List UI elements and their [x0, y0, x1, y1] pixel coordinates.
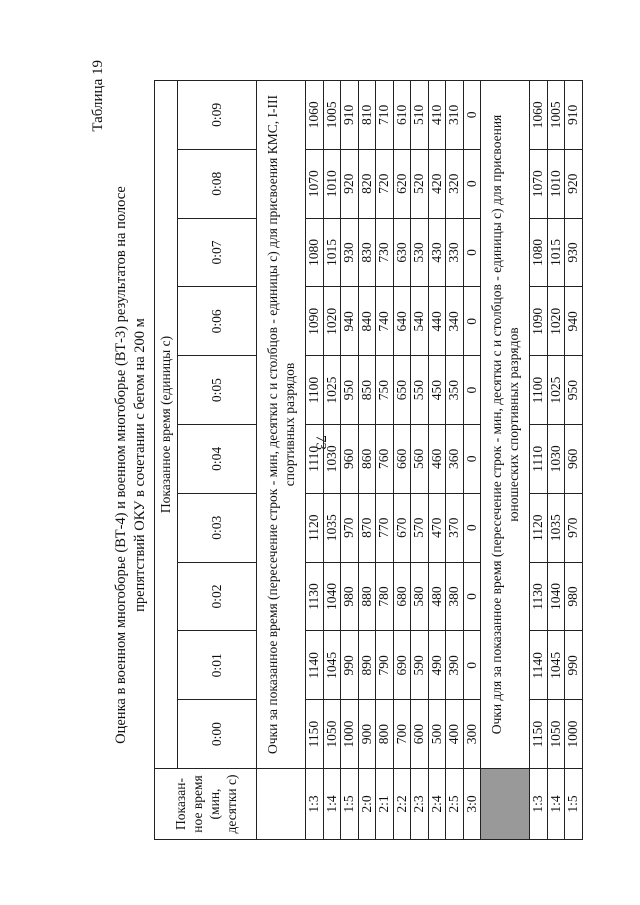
units-header: Показанное время (единицы с) [155, 81, 178, 769]
table-cell: 540 [411, 287, 429, 356]
row-label: 3:0 [463, 769, 481, 840]
table-cell: 620 [393, 149, 411, 218]
table-cell: 480 [428, 562, 446, 631]
table-cell: 910 [341, 81, 359, 150]
row-label: 2:5 [446, 769, 464, 840]
table-cell: 1025 [323, 356, 341, 425]
column-header: 0:07 [178, 218, 257, 287]
caption-line-2: препятствий ОКУ в сочетании с бегом на 200 м [132, 318, 148, 612]
table-cell: 510 [411, 81, 429, 150]
table-cell: 0 [463, 81, 481, 150]
table-cell: 390 [446, 631, 464, 700]
table-cell: 1140 [306, 631, 324, 700]
table-cell: 300 [463, 700, 481, 769]
table-cell: 830 [358, 218, 376, 287]
table-cell: 1050 [547, 700, 565, 769]
table-cell: 1010 [547, 149, 565, 218]
table-row [306, 81, 324, 840]
table-cell: 940 [565, 287, 583, 356]
table-cell: 370 [446, 493, 464, 562]
table-cell: 870 [358, 493, 376, 562]
table-cell: 1020 [323, 287, 341, 356]
table-cell: 800 [376, 700, 394, 769]
column-header: 0:03 [178, 493, 257, 562]
caption-line-1: Оценка в военном многоборье (ВТ-4) и военном многоборье (ВТ-3) результатов на полосе [113, 186, 129, 744]
table-cell: 630 [393, 218, 411, 287]
table-cell: 420 [428, 149, 446, 218]
table-cell: 720 [376, 149, 394, 218]
table-cell: 1005 [323, 81, 341, 150]
table-cell: 640 [393, 287, 411, 356]
table-cell: 840 [358, 287, 376, 356]
column-header: 0:08 [178, 149, 257, 218]
table-row [376, 81, 394, 840]
table-row [446, 81, 464, 840]
table-cell: 950 [565, 356, 583, 425]
row-label: 1:4 [547, 769, 565, 840]
table-cell: 710 [376, 81, 394, 150]
table-row [463, 81, 481, 840]
table-cell: 1100 [530, 356, 548, 425]
table-cell: 500 [428, 700, 446, 769]
table-cell: 930 [341, 218, 359, 287]
row-label: 2:2 [393, 769, 411, 840]
table-cell: 1030 [323, 425, 341, 494]
table-cell: 0 [463, 493, 481, 562]
table-cell: 430 [428, 218, 446, 287]
table-cell: 1045 [547, 631, 565, 700]
table-cell: 1100 [306, 356, 324, 425]
table-cell: 1120 [530, 493, 548, 562]
table-row [530, 81, 548, 840]
table-cell: 940 [341, 287, 359, 356]
table-cell: 380 [446, 562, 464, 631]
table-cell: 770 [376, 493, 394, 562]
table-cell: 1040 [547, 562, 565, 631]
table-cell: 860 [358, 425, 376, 494]
table-cell: 460 [428, 425, 446, 494]
table-cell: 820 [358, 149, 376, 218]
table-row [411, 81, 429, 840]
table-cell: 1035 [323, 493, 341, 562]
table-cell: 780 [376, 562, 394, 631]
table-cell: 980 [565, 562, 583, 631]
table-cell: 1050 [323, 700, 341, 769]
table-cell: 580 [411, 562, 429, 631]
table-label: Таблица 19 [90, 60, 106, 132]
table-cell: 920 [341, 149, 359, 218]
table-cell: 700 [393, 700, 411, 769]
table-cell: 550 [411, 356, 429, 425]
table-cell: 330 [446, 218, 464, 287]
column-header: 0:09 [178, 81, 257, 150]
table-row [565, 81, 583, 840]
table-cell: 1015 [323, 218, 341, 287]
table-cell: 1150 [530, 700, 548, 769]
stub-header: Показан-ное время (мин, десятки с) [155, 769, 257, 840]
table-cell: 960 [341, 425, 359, 494]
row-label: 1:4 [323, 769, 341, 840]
table-cell: 530 [411, 218, 429, 287]
table-cell: 1110 [530, 425, 548, 494]
table-cell: 590 [411, 631, 429, 700]
table-cell: 310 [446, 81, 464, 150]
table-cell: 650 [393, 356, 411, 425]
score-table [154, 80, 583, 840]
table-cell: 730 [376, 218, 394, 287]
table-cell: 670 [393, 493, 411, 562]
table-caption [112, 90, 150, 840]
table-cell: 890 [358, 631, 376, 700]
table-cell: 1080 [306, 218, 324, 287]
table-cell: 1030 [547, 425, 565, 494]
section-title: Очки за показанное время (пересечение строк - мин, десятки с и столбцов - единицы с) для присвоения КМС, I-III спортивных разрядов [257, 81, 306, 769]
table-cell: 760 [376, 425, 394, 494]
row-label: 2:3 [411, 769, 429, 840]
table-cell: 610 [393, 81, 411, 150]
table-cell: 690 [393, 631, 411, 700]
table-cell: 970 [565, 493, 583, 562]
table-row [323, 81, 341, 840]
row-label: 2:0 [358, 769, 376, 840]
column-header: 0:06 [178, 287, 257, 356]
table-cell: 1110 [306, 425, 324, 494]
table-cell: 350 [446, 356, 464, 425]
table-cell: 910 [565, 81, 583, 150]
table-cell: 850 [358, 356, 376, 425]
table-cell: 1070 [530, 149, 548, 218]
section-row [481, 81, 530, 840]
table-cell: 1130 [306, 562, 324, 631]
column-header: 0:04 [178, 425, 257, 494]
table-cell: 0 [463, 631, 481, 700]
table-cell: 1080 [530, 218, 548, 287]
table-cell: 520 [411, 149, 429, 218]
row-label: 2:4 [428, 769, 446, 840]
table-cell: 970 [341, 493, 359, 562]
table-row [341, 81, 359, 840]
table-cell: 1060 [530, 81, 548, 150]
table-cell: 0 [463, 149, 481, 218]
table-cell: 1000 [565, 700, 583, 769]
table-cell: 990 [341, 631, 359, 700]
table-cell: 340 [446, 287, 464, 356]
table-cell: 790 [376, 631, 394, 700]
table-cell: 1015 [547, 218, 565, 287]
column-header: 0:00 [178, 700, 257, 769]
table-cell: 0 [463, 287, 481, 356]
table-row [547, 81, 565, 840]
table-cell: 1090 [306, 287, 324, 356]
table-cell: 930 [565, 218, 583, 287]
row-label: 1:5 [341, 769, 359, 840]
table-cell: 490 [428, 631, 446, 700]
table-cell: 1120 [306, 493, 324, 562]
table-cell: 920 [565, 149, 583, 218]
table-row [358, 81, 376, 840]
table-cell: 1140 [530, 631, 548, 700]
table-cell: 1130 [530, 562, 548, 631]
table-cell: 750 [376, 356, 394, 425]
page-number: 73 [312, 435, 329, 450]
table-cell: 1005 [547, 81, 565, 150]
table-cell: 440 [428, 287, 446, 356]
table-cell: 960 [565, 425, 583, 494]
row-label: 1:5 [565, 769, 583, 840]
table-cell: 810 [358, 81, 376, 150]
table-cell: 1150 [306, 700, 324, 769]
table-cell: 980 [341, 562, 359, 631]
table-cell: 1045 [323, 631, 341, 700]
table-cell: 1020 [547, 287, 565, 356]
section-row [257, 81, 306, 840]
table-cell: 570 [411, 493, 429, 562]
table-cell: 680 [393, 562, 411, 631]
table-cell: 0 [463, 562, 481, 631]
table-cell: 360 [446, 425, 464, 494]
table-cell: 880 [358, 562, 376, 631]
section-stub-cell [257, 769, 306, 840]
column-header-row [178, 81, 257, 840]
table-cell: 0 [463, 356, 481, 425]
row-label: 2:1 [376, 769, 394, 840]
table-cell: 1090 [530, 287, 548, 356]
table-cell: 0 [463, 425, 481, 494]
row-label: 1:3 [306, 769, 324, 840]
table-cell: 1000 [341, 700, 359, 769]
table-cell: 1010 [323, 149, 341, 218]
table-cell: 0 [463, 218, 481, 287]
section-stub-cell [481, 769, 530, 840]
row-label: 1:3 [530, 769, 548, 840]
table-cell: 1035 [547, 493, 565, 562]
table-cell: 1070 [306, 149, 324, 218]
table-cell: 900 [358, 700, 376, 769]
table-body [257, 81, 583, 840]
table-cell: 990 [565, 631, 583, 700]
table-cell: 660 [393, 425, 411, 494]
rotated-table-region [90, 60, 581, 850]
table-cell: 400 [446, 700, 464, 769]
column-header: 0:02 [178, 562, 257, 631]
column-header: 0:05 [178, 356, 257, 425]
table-row [393, 81, 411, 840]
section-title: Очки для за показанное время (пересечение строк - мин, десятки с и столбцов - единицы с) для присвоения юношеских спортивных разрядов [481, 81, 530, 769]
table-cell: 450 [428, 356, 446, 425]
table-cell: 1040 [323, 562, 341, 631]
table-cell: 410 [428, 81, 446, 150]
table-cell: 1060 [306, 81, 324, 150]
table-cell: 600 [411, 700, 429, 769]
table-row [428, 81, 446, 840]
table-cell: 950 [341, 356, 359, 425]
table-cell: 470 [428, 493, 446, 562]
column-header: 0:01 [178, 631, 257, 700]
table-cell: 320 [446, 149, 464, 218]
table-cell: 560 [411, 425, 429, 494]
table-cell: 740 [376, 287, 394, 356]
table-cell: 1025 [547, 356, 565, 425]
